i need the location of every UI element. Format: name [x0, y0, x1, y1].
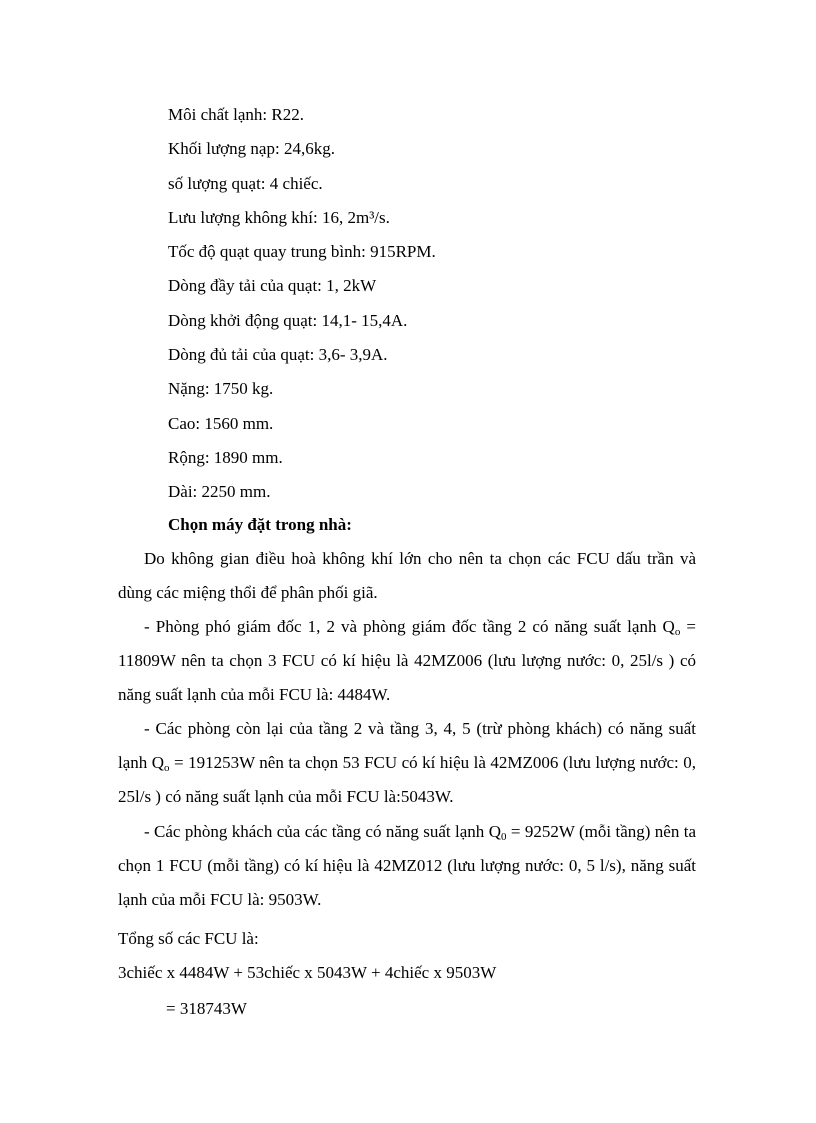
spec-item-length: Dài: 2250 mm.: [168, 482, 271, 502]
section-heading: Chọn máy đặt trong nhà:: [168, 515, 352, 534]
spec-item-fan-count: số lượng quạt: 4 chiếc.: [168, 173, 323, 193]
paragraph-text-start: - Phòng phó giám đốc 1, 2 và phòng giám đốc tầng 2 có năng suất lạnh Q: [144, 617, 675, 636]
q-subscript: 0: [500, 831, 507, 843]
spec-item-width: Rộng: 1890 mm.: [168, 447, 283, 467]
paragraph-text-end: = 191253W nên ta chọn 53 FCU có kí hiệu là 42MZ006 (lưu lượng nước: 0, 25l/s ) có năng suất lạnh của mỗi FCU là:5043W.: [118, 753, 697, 806]
spec-item-fan-speed: Tốc độ quạt quay trung bình: 915RPM.: [168, 242, 436, 262]
spec-list: [168, 103, 436, 515]
q-subscript: o: [674, 626, 681, 638]
spec-item-airflow: Lưu lượng không khí: 16, 2m³/s.: [168, 207, 390, 227]
paragraph-text-start: - Các phòng còn lại của tầng 2 và tầng 3, 4, 5 (trừ phòng khách) có năng suất lạnh Q: [118, 719, 696, 772]
spec-item-charge-mass: Khối lượng nạp: 24,6kg.: [168, 139, 335, 159]
paragraph-text-end: = 9252W (mỗi tầng) nên ta chọn 1 FCU (mỗi tầng) có kí hiệu là 42MZ012 (lưu lượng nước: 0, 5 l/s), năng suất lạnh của mỗi FCU là: 9503W.: [118, 822, 696, 909]
spec-item-refrigerant: Môi chất lạnh: R22.: [168, 105, 304, 124]
paragraph-guest-rooms: [118, 815, 696, 917]
paragraph-text-start: - Các phòng khách của các tầng có năng suất lạnh Q: [144, 822, 501, 841]
total-label: Tổng số các FCU là:: [118, 929, 259, 948]
intro-paragraph: Do không gian điều hoà không khí lớn cho nên ta chọn các FCU dấu trần và dùng các miệng thổi để phân phối giã.: [118, 549, 696, 602]
total-formula: 3chiếc x 4484W + 53chiếc x 5043W + 4chiếc x 9503W: [118, 963, 497, 982]
spec-item-full-load-current: Dòng đủ tải của quạt: 3,6- 3,9A.: [168, 345, 388, 365]
q-subscript: o: [164, 762, 170, 774]
spec-item-height: Cao: 1560 mm.: [168, 413, 274, 433]
paragraph-other-rooms: [118, 712, 696, 814]
spec-item-full-load-power: Dòng đầy tải của quạt: 1, 2kW: [168, 276, 377, 296]
paragraph-director-rooms: [118, 610, 696, 712]
spec-item-weight: Nặng: 1750 kg.: [168, 379, 274, 399]
paragraph-text-end: = 11809W nên ta chọn 3 FCU có kí hiệu là 42MZ006 (lưu lượng nước: 0, 25l/s ) có năng suất lạnh của mỗi FCU là: 4484W.: [118, 617, 696, 704]
total-result: = 318743W: [166, 999, 247, 1018]
spec-item-start-current: Dòng khởi động quạt: 14,1- 15,4A.: [168, 310, 408, 330]
